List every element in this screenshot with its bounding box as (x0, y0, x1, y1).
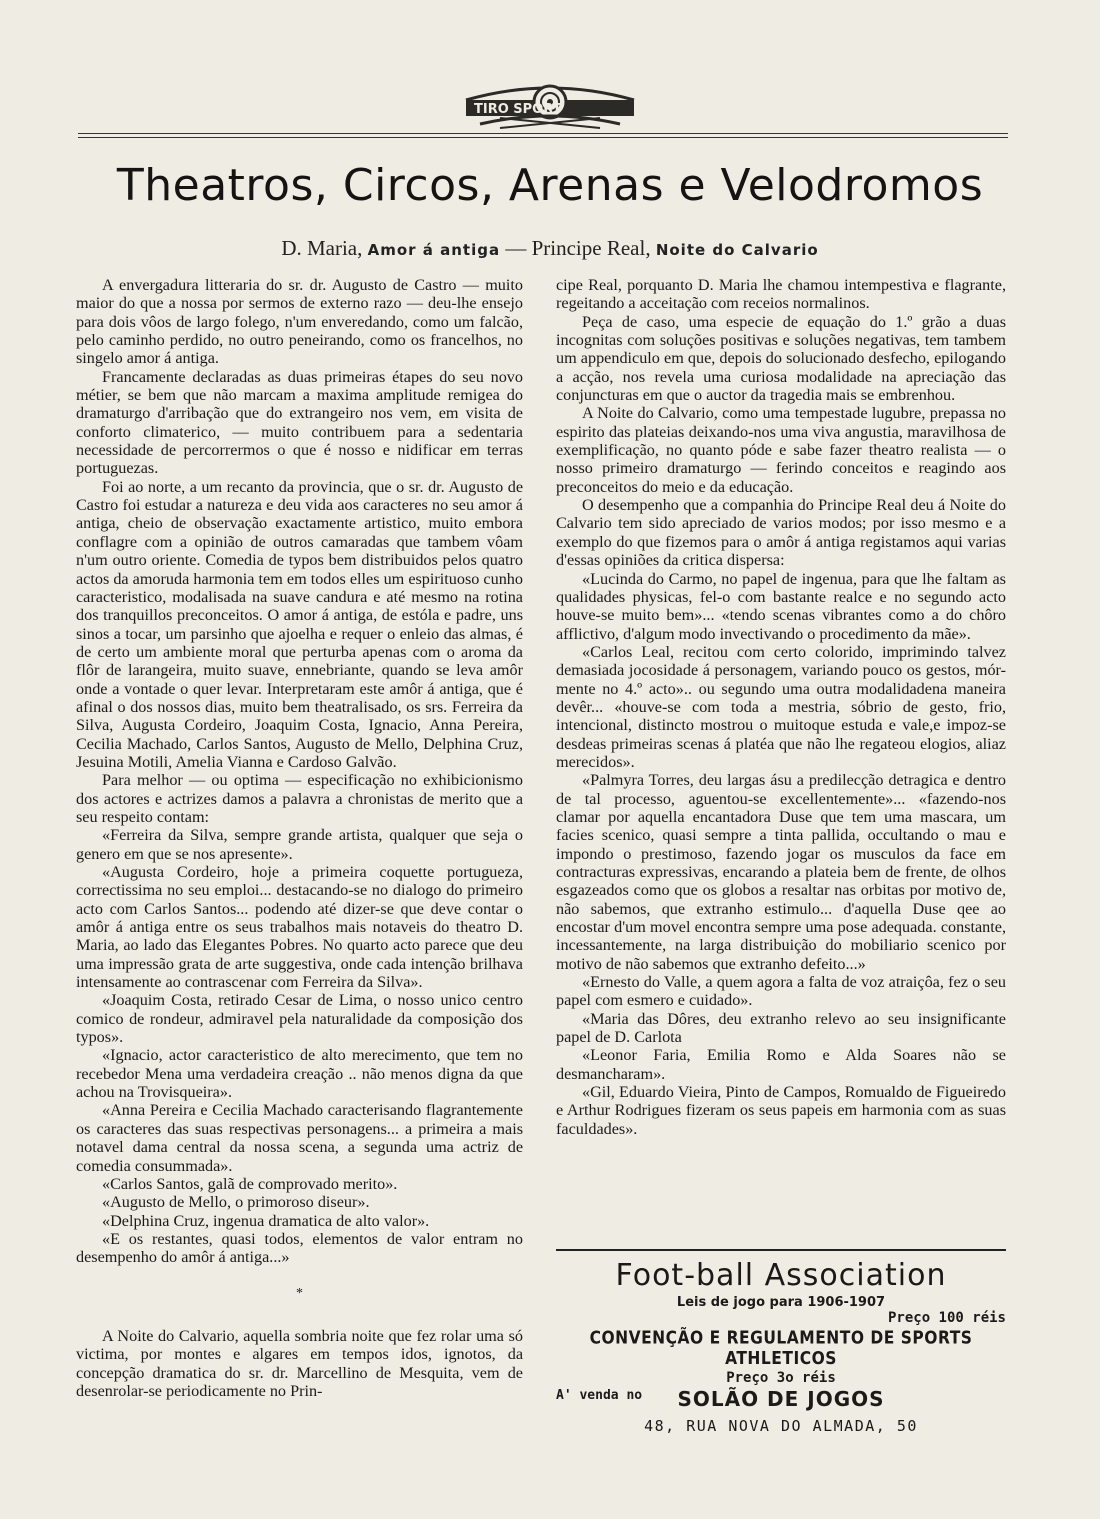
ad-address: 48, RUA NOVA DO ALMADA, 50 (644, 1417, 918, 1435)
paragraph: O desempenho que a companhia do Principe Real deu á Noite do Calvario tem sido apreciado de varios modos; por isso mesmo e a exemplo do que fizemos para o amôr á antiga registamos aqui varias d'essas opiniões da critica dispersa: (556, 496, 1006, 570)
article-subtitle (60, 236, 1040, 261)
paragraph: Para melhor — ou optima — especificação no exhibicionismo dos actores e actrizes damos a palavra a chronistas de merito que a seu respeito contam: (76, 771, 523, 826)
paragraph: «Augusto de Mello, o primoroso diseur». (102, 1193, 370, 1212)
ad-convention: CONVENÇÃO E REGULAMENTO DE SPORTS ATHLETICOS (589, 1327, 973, 1369)
paragraph: cipe Real, porquanto D. Maria lhe chamou intempestiva e flagrante, regeitando a acceitação com receios normalinos. (556, 276, 1006, 313)
paragraph: A Noite do Calvario, aquella sombria noite que fez rolar uma só victima, por montes e algares em tempos idos, ignotos, da concepção dramatica do sr. dr. Marcellino de Mesquita, vem de desenrolar-se periodicamente no Prin- (76, 1326, 523, 1400)
ad-venda: A' venda no (556, 1388, 643, 1403)
subtitle-part-a: D. Maria, (281, 236, 363, 260)
header-rule (78, 133, 1008, 138)
left-column (76, 276, 523, 1400)
paragraph: «Ignacio, actor caracteristico de alto merecimento, que tem no recebedor Mena uma verdadeira creação .. não menos digna da que achou na Trovisqueira». (76, 1046, 523, 1102)
ad-title: Foot-ball Association (615, 1258, 947, 1293)
paragraph: Foi ao norte, a um recanto da provincia, que o sr. dr. Augusto de Castro foi estudar a natureza e deu vida aos caracteres no seu amor á antiga, cheio de observação exactamente artistico, muito embora conflagre com a opinião de outros camaradas que tambem vôam n'um outro oriente. Comedia de typos bem distribuidos pelos quatro actos da amoruda harmonia tem em todos elles um espirituoso cunho caracteristico, modalisada na suave candura e até mesmo na rotina dos tranquillos preconceitos. O amor á antiga, de estóla e padre, uns sinos a tocar, um parsinho que ajoelha e requer o enleio das almas, é de certo um ambiente moral que perturba apenas com o aroma da flôr de larangeira, muito suave, ennebriante, quando se leva amôr onde a vontade o quer levar. Interpretaram este amôr á antiga, que é afinal o dos nossos dias, muito bem theatralisado, os srs. Ferreira da Silva, Augusta Cordeiro, Joaquim Costa, Ignacio, Anna Pereira, Cecilia Machado, Carlos Santos, Augusto de Mello, Delphina Cruz, Jesuina Motili, Amelia Vianna e Cardoso Galvão. (76, 477, 523, 771)
paragraph: «Maria das Dôres, deu extranho relevo ao seu insignificante papel de D. Carlota (556, 1009, 1006, 1047)
ad-laws: Leis de jogo para 1906-1907 (676, 1295, 886, 1310)
right-column (556, 276, 1006, 1138)
paragraph: «Augusta Cordeiro, hoje a primeira coquette portugueza, correctissima no seu emploi... destacando-se no dialogo do primeiro acto com Carlos Santos... podendo até dizer-se que deve contar o amôr á antiga entre os seus trabalhos mais notaveis do theatro D. Maria, ao lado das Elegantes Pobres. No quarto acto parece que deu uma impressão grata de arte suggestiva, onde cada intenção brilhava intensamente ao contrascenar com Ferreira da Silva». (76, 863, 523, 992)
advertisement (556, 1249, 1006, 1435)
paragraph: «Anna Pereira e Cecilia Machado caracterisando flagrantemente os caracteres das suas respectivas personagens... a primeira a mais notavel dama central da nossa scena, a segunda uma actriz de comedia consummada». (76, 1101, 523, 1175)
ad-price-2: Preço 3o réis (726, 1370, 836, 1386)
paragraph: «Delphina Cruz, ingenua dramatica de alto valor». (102, 1211, 430, 1230)
paragraph: «Lucinda do Carmo, no papel de ingenua, para que lhe faltam as qualidades physicas, fel-o com bastante realce e no segundo acto houve-se muito bem»... «tendo scenas vibrantes como a do chôro afflictivo, d'algum modo invectivando o procedimento da mãe». (556, 569, 1006, 643)
subtitle-part-c: — Principe Real, (500, 236, 651, 260)
masthead-text: TIRO SPORT (474, 102, 562, 117)
subtitle-part-d: Noite do Calvario (655, 241, 819, 259)
ad-price-1: Preço 100 réis (887, 1310, 1006, 1326)
paragraph: A Noite do Calvario, como uma tempestade lugubre, prepassa no espirito das plateias deixando-nos uma viva angustia, maravilhosa de exemplificação, no quanto póde e sabe fazer theatro realista — o nosso primeiro dramaturgo — ferindo conceitos e reagindo aos preconceitos do meio e da educação. (556, 404, 1006, 496)
paragraph: «Carlos Leal, recitou com certo colorido, imprimindo talvez demasiada jocosidade á personagem, variando pouco os gestos, mór-mente no 4.º acto».. ou segundo uma outra modalidadena maneira devêr... «houve-se com toda a mestria, sóbrio de gesto, frio, intencional, distincto mostrou o muitoque estuda e vale,e impoz-se desdeas primeiras scenas á platéa que não lhe regateou elogios, aliaz merecidos». (556, 642, 1006, 771)
paragraph: A envergadura litteraria do sr. dr. Augusto de Castro — muito maior do que a nossa por sermos de externo razo — deu-lhe ensejo para dois vôos de largo folego, n'um enveredando, como um falcão, pelo caminho perdido, no outro peneirando, como os francelhos, no singelo amor á antiga. (76, 276, 523, 368)
paragraph: «Joaquim Costa, retirado Cesar de Lima, o nosso unico centro comico de rondeur, admiravel pela naturalidade da composição dos typos». (76, 991, 523, 1047)
paragraph: Peça de caso, uma especie de equação do 1.º grão a duas incognitas com soluções positivas e soluções negativas, tem tambem um appendiculo em que, depois do solucionado desfecho, epilogando a acção, nos revela uma curiosa modalidade na apreciação das conjuncturas em que o auctor da tragedia mais se embrenhou. (556, 312, 1006, 405)
paragraph: «Carlos Santos, galã de comprovado merito». (102, 1174, 398, 1193)
paragraph: «Ferreira da Silva, sempre grande artista, qualquer que seja o genero em que se nos apresente». (76, 826, 523, 863)
paragraph: «E os restantes, quasi todos, elementos de valor entram no desempenho do amôr á antiga...» (76, 1229, 523, 1267)
paragraph: Francamente declaradas as duas primeiras étapes do seu novo métier, se bem que não marcam a maxima amplitude remigea do dramaturgo d'arribação que do extrangeiro nos vem, em visita de conforto climaterico, — muito contribuem para a sedentaria necessidade de percorrermos o que é nosso e nidificar em terras portuguezas. (76, 367, 523, 478)
masthead-logo (460, 78, 640, 130)
paragraph: «Palmyra Torres, deu largas ásu a predilecção detragica e dentro de tal processo, aguentou-se excellentemente»... «fazendo-nos clamar por aquella encantadora Duse que tem uma mascara, um facies scenico, quasi sempre a tinta pallida, occultando o mau e impondo o prestimoso, fazendo jogar os musculos da face em contracturas expressivas, encarando a plateia bem de frente, de olhos esgazeados como que os globos a resaltar nas orbitas por motivo de, não sabemos, que extranho estimulo... d'aquella Duse qee ao encostar d'um movel encontra sempre uma pose adequada. constante, incessantemente, na larga distribuição do mobiliario scenico por motivo de não sabemos que extranho defeito...» (556, 771, 1006, 973)
section-separator: * (296, 1285, 303, 1301)
paragraph: «Gil, Eduardo Vieira, Pinto de Campos, Romualdo de Figueiredo e Arthur Rodrigues fizeram os seus papeis em harmonia com as suas faculdades». (556, 1083, 1006, 1138)
paragraph: «Ernesto do Valle, a quem agora a falta de voz atraiçôa, fez o seu papel com esmero e cuidado». (556, 973, 1006, 1010)
ad-solao: SOLÃO DE JOGOS (677, 1387, 885, 1411)
subtitle-part-b: Amor á antiga (367, 241, 501, 259)
article-title: Theatros, Circos, Arenas e Velodromos (116, 160, 984, 211)
paragraph: «Leonor Faria, Emilia Romo e Alda Soares não se desmancharam». (556, 1046, 1006, 1083)
